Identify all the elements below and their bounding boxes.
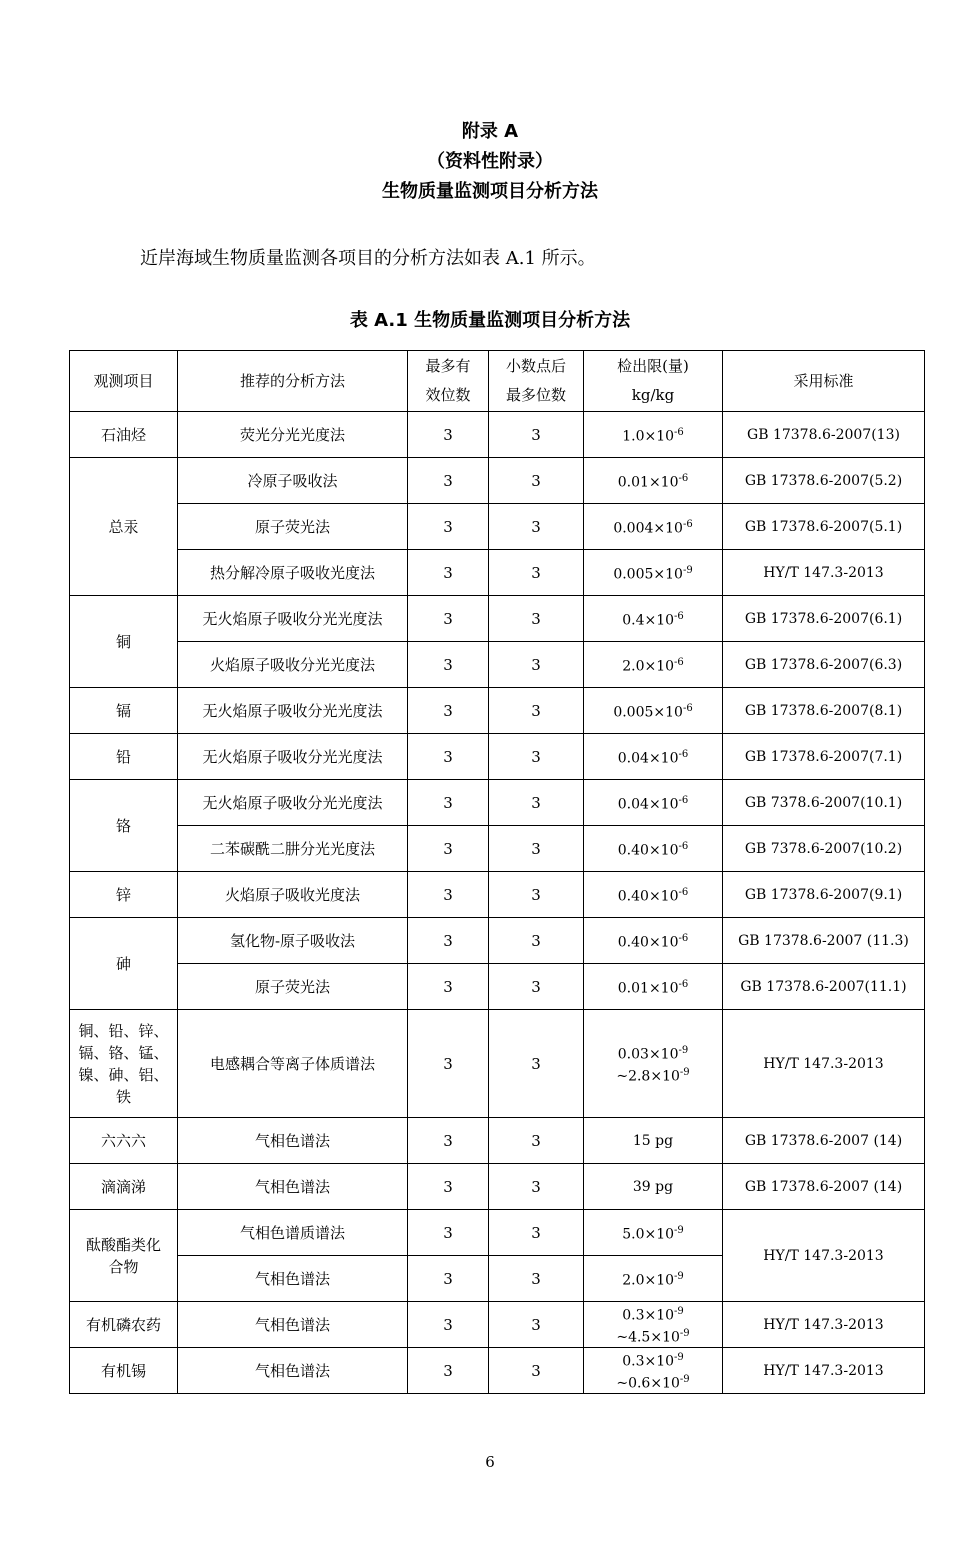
decimal-digits-cell: 3 [489, 1118, 584, 1164]
item-cell: 砷 [70, 918, 178, 1010]
decimal-digits-cell: 3 [489, 918, 584, 964]
header-limit [584, 351, 723, 412]
limit-exponent: -6 [682, 702, 693, 714]
sig-digits-cell: 3 [408, 1164, 489, 1210]
item-cell: 铜 [70, 596, 178, 688]
header-sig-line1: 最多有 [425, 357, 471, 375]
sig-digits-cell: 3 [408, 872, 489, 918]
item-line: 酞酸酯类化 [85, 1235, 161, 1254]
appendix-label: 附录 A [461, 121, 519, 142]
table-row [70, 1302, 925, 1348]
method-cell: 原子荧光法 [178, 504, 408, 550]
header-sig-line2: 效位数 [425, 386, 471, 404]
standard-cell: GB 17378.6-2007(6.1) [723, 596, 925, 642]
limit-value: 0.01×10 [617, 474, 679, 491]
limit-cell [584, 550, 723, 596]
table-row [70, 1164, 925, 1210]
limit-value: 0.005×10 [613, 704, 683, 721]
limit-value: 0.04×10 [617, 796, 679, 813]
limit-cell [584, 1348, 723, 1394]
item-line: 合物 [108, 1257, 139, 1276]
standard-cell: HY/T 147.3-2013 [723, 1010, 925, 1118]
sig-digits-cell: 3 [408, 550, 489, 596]
decimal-digits-cell: 3 [489, 780, 584, 826]
limit-value: 0.3×10 [622, 1307, 675, 1324]
limit-cell [584, 872, 723, 918]
decimal-digits-cell: 3 [489, 1302, 584, 1348]
sig-digits-cell: 3 [408, 596, 489, 642]
limit-value: 15 pg [632, 1132, 674, 1149]
decimal-digits-cell: 3 [489, 688, 584, 734]
standard-cell: GB 7378.6-2007(10.2) [723, 826, 925, 872]
limit-value: 0.40×10 [617, 842, 679, 859]
sig-digits-cell: 3 [408, 642, 489, 688]
limit-exponent: -9 [674, 1270, 684, 1282]
limit-value: 5.0×10 [622, 1226, 675, 1243]
limit-value: 0.01×10 [617, 980, 679, 997]
sig-digits-cell: 3 [408, 458, 489, 504]
limit-exponent: -6 [678, 978, 689, 990]
limit-exponent: -6 [678, 840, 689, 852]
limit-cell [584, 918, 723, 964]
method-cell: 无火焰原子吸收分光光度法 [178, 734, 408, 780]
table-caption: 表 A.1 生物质量监测项目分析方法 [349, 310, 631, 331]
method-cell: 气相色谱法 [178, 1164, 408, 1210]
table-row [70, 1118, 925, 1164]
limit-value: 39 pg [632, 1178, 674, 1195]
appendix-title: 生物质量监测项目分析方法 [382, 181, 598, 202]
appendix-type: （资料性附录） [427, 151, 553, 172]
sig-digits-cell: 3 [408, 412, 489, 458]
limit-value: 0.40×10 [617, 934, 679, 951]
method-cell: 火焰原子吸收分光光度法 [178, 642, 408, 688]
limit-cell [584, 504, 723, 550]
table-body [70, 351, 925, 1394]
standard-cell: HY/T 147.3-2013 [723, 550, 925, 596]
limit-exponent: -9 [679, 1327, 690, 1339]
limit-exponent: -6 [674, 426, 684, 438]
sig-digits-cell: 3 [408, 1302, 489, 1348]
standard-cell: HY/T 147.3-2013 [723, 1348, 925, 1394]
header-limit-line1: 检出限(量) [617, 357, 689, 375]
limit-value: ~4.5×10 [616, 1329, 680, 1346]
method-cell: 电感耦合等离子体质谱法 [178, 1010, 408, 1118]
standard-cell: GB 17378.6-2007(6.3) [723, 642, 925, 688]
method-cell: 氢化物-原子吸收法 [178, 918, 408, 964]
limit-exponent: -6 [674, 610, 684, 622]
method-cell: 荧光分光光度法 [178, 412, 408, 458]
standard-cell: GB 17378.6-2007 (14) [723, 1118, 925, 1164]
table-row [70, 1210, 925, 1256]
methods-table [69, 350, 925, 1394]
table-row [70, 1348, 925, 1394]
table-row [70, 918, 925, 964]
limit-exponent: -6 [678, 472, 689, 484]
table-row [70, 734, 925, 780]
item-cell: 有机磷农药 [70, 1302, 178, 1348]
method-cell: 冷原子吸收法 [178, 458, 408, 504]
decimal-digits-cell: 3 [489, 1010, 584, 1118]
method-cell: 气相色谱法 [178, 1256, 408, 1302]
table-row [70, 504, 925, 550]
item-cell: 铅 [70, 734, 178, 780]
standard-cell: GB 17378.6-2007(7.1) [723, 734, 925, 780]
header-limit-line2: kg/kg [631, 386, 675, 404]
limit-exponent: -6 [678, 748, 689, 760]
method-cell: 无火焰原子吸收分光光度法 [178, 780, 408, 826]
limit-value: 0.3×10 [622, 1353, 675, 1370]
decimal-digits-cell: 3 [489, 826, 584, 872]
limit-value: 2.0×10 [622, 658, 675, 675]
header-dec-line1: 小数点后 [505, 357, 566, 375]
item-cell: 六六六 [70, 1118, 178, 1164]
method-cell: 二苯碳酰二肼分光光度法 [178, 826, 408, 872]
sig-digits-cell: 3 [408, 826, 489, 872]
table-row [70, 872, 925, 918]
limit-exponent: -9 [682, 564, 693, 576]
standard-cell: GB 17378.6-2007(5.2) [723, 458, 925, 504]
table-row [70, 412, 925, 458]
header-std: 采用标准 [723, 351, 925, 412]
limit-cell [584, 1010, 723, 1118]
decimal-digits-cell: 3 [489, 1256, 584, 1302]
limit-cell [584, 1256, 723, 1302]
table-row [70, 964, 925, 1010]
table-row [70, 826, 925, 872]
limit-cell [584, 964, 723, 1010]
item-cell [70, 1210, 178, 1302]
method-cell: 气相色谱法 [178, 1302, 408, 1348]
decimal-digits-cell: 3 [489, 596, 584, 642]
item-cell: 有机锡 [70, 1348, 178, 1394]
header-sig [408, 351, 489, 412]
sig-digits-cell: 3 [408, 1256, 489, 1302]
limit-cell [584, 1210, 723, 1256]
limit-exponent: -9 [679, 1373, 690, 1385]
method-cell: 原子荧光法 [178, 964, 408, 1010]
sig-digits-cell: 3 [408, 504, 489, 550]
header-dec-line2: 最多位数 [505, 386, 566, 404]
limit-value: 0.4×10 [622, 612, 675, 629]
standard-cell: HY/T 147.3-2013 [723, 1302, 925, 1348]
limit-exponent: -9 [674, 1351, 684, 1363]
decimal-digits-cell: 3 [489, 504, 584, 550]
limit-value: 0.40×10 [617, 888, 679, 905]
item-cell: 锌 [70, 872, 178, 918]
standard-cell: GB 17378.6-2007(8.1) [723, 688, 925, 734]
table-row [70, 780, 925, 826]
standard-cell: GB 17378.6-2007 (14) [723, 1164, 925, 1210]
decimal-digits-cell: 3 [489, 1348, 584, 1394]
item-cell: 总汞 [70, 458, 178, 596]
header-dec [489, 351, 584, 412]
limit-value: ~2.8×10 [616, 1068, 680, 1085]
sig-digits-cell: 3 [408, 688, 489, 734]
limit-exponent: -9 [679, 1066, 690, 1078]
table-row [70, 550, 925, 596]
decimal-digits-cell: 3 [489, 458, 584, 504]
item-cell: 铬 [70, 780, 178, 872]
limit-value: 0.004×10 [613, 520, 683, 537]
decimal-digits-cell: 3 [489, 550, 584, 596]
sig-digits-cell: 3 [408, 1118, 489, 1164]
header-method: 推荐的分析方法 [178, 351, 408, 412]
limit-cell [584, 1164, 723, 1210]
limit-cell [584, 1118, 723, 1164]
standard-cell: GB 17378.6-2007(5.1) [723, 504, 925, 550]
item-cell: 滴滴涕 [70, 1164, 178, 1210]
method-cell: 无火焰原子吸收分光光度法 [178, 688, 408, 734]
header-item: 观测项目 [70, 351, 178, 412]
limit-cell [584, 780, 723, 826]
decimal-digits-cell: 3 [489, 734, 584, 780]
item-cell [70, 1010, 178, 1118]
limit-value: 1.0×10 [622, 428, 675, 445]
sig-digits-cell: 3 [408, 734, 489, 780]
page-number: 6 [485, 1453, 495, 1471]
method-cell: 无火焰原子吸收分光光度法 [178, 596, 408, 642]
standard-cell: GB 17378.6-2007(11.1) [723, 964, 925, 1010]
method-cell: 热分解冷原子吸收光度法 [178, 550, 408, 596]
limit-exponent: -6 [682, 518, 693, 530]
limit-value: 2.0×10 [622, 1272, 675, 1289]
item-cell: 镉 [70, 688, 178, 734]
method-cell: 气相色谱法 [178, 1348, 408, 1394]
decimal-digits-cell: 3 [489, 642, 584, 688]
standard-cell: GB 17378.6-2007 (11.3) [723, 918, 925, 964]
decimal-digits-cell: 3 [489, 1210, 584, 1256]
decimal-digits-cell: 3 [489, 964, 584, 1010]
limit-exponent: -9 [674, 1305, 684, 1317]
standard-cell: GB 17378.6-2007(9.1) [723, 872, 925, 918]
sig-digits-cell: 3 [408, 964, 489, 1010]
limit-cell [584, 412, 723, 458]
header-row [70, 351, 925, 412]
limit-value: 0.005×10 [613, 566, 683, 583]
sig-digits-cell: 3 [408, 1210, 489, 1256]
standard-cell: GB 7378.6-2007(10.1) [723, 780, 925, 826]
table-row [70, 1010, 925, 1118]
item-line: 镍、砷、铝、 [78, 1065, 169, 1084]
limit-cell [584, 826, 723, 872]
limit-cell [584, 458, 723, 504]
table-row [70, 642, 925, 688]
limit-cell [584, 1302, 723, 1348]
limit-exponent: -9 [674, 1224, 684, 1236]
limit-exponent: -6 [678, 886, 689, 898]
intro-paragraph: 近岸海域生物质量监测各项目的分析方法如表 A.1 所示。 [140, 248, 596, 269]
item-line: 铁 [115, 1087, 131, 1106]
standard-cell: GB 17378.6-2007(13) [723, 412, 925, 458]
method-cell: 气相色谱法 [178, 1118, 408, 1164]
method-cell: 火焰原子吸收光度法 [178, 872, 408, 918]
limit-cell [584, 642, 723, 688]
table-row [70, 458, 925, 504]
decimal-digits-cell: 3 [489, 412, 584, 458]
limit-exponent: -9 [678, 1044, 689, 1056]
standard-cell: HY/T 147.3-2013 [723, 1210, 925, 1302]
decimal-digits-cell: 3 [489, 1164, 584, 1210]
sig-digits-cell: 3 [408, 918, 489, 964]
limit-value: ~0.6×10 [616, 1375, 680, 1392]
sig-digits-cell: 3 [408, 780, 489, 826]
method-cell: 气相色谱质谱法 [178, 1210, 408, 1256]
sig-digits-cell: 3 [408, 1348, 489, 1394]
limit-cell [584, 596, 723, 642]
limit-exponent: -6 [678, 794, 689, 806]
sig-digits-cell: 3 [408, 1010, 489, 1118]
item-line: 铜、铅、锌、 [78, 1021, 169, 1040]
decimal-digits-cell: 3 [489, 872, 584, 918]
table-row [70, 688, 925, 734]
limit-cell [584, 688, 723, 734]
item-cell: 石油烃 [70, 412, 178, 458]
item-line: 镉、铬、锰、 [78, 1043, 169, 1062]
limit-exponent: -6 [674, 656, 684, 668]
limit-value: 0.03×10 [617, 1046, 679, 1063]
table-row [70, 596, 925, 642]
limit-cell [584, 734, 723, 780]
limit-value: 0.04×10 [617, 750, 679, 767]
limit-exponent: -6 [678, 932, 689, 944]
